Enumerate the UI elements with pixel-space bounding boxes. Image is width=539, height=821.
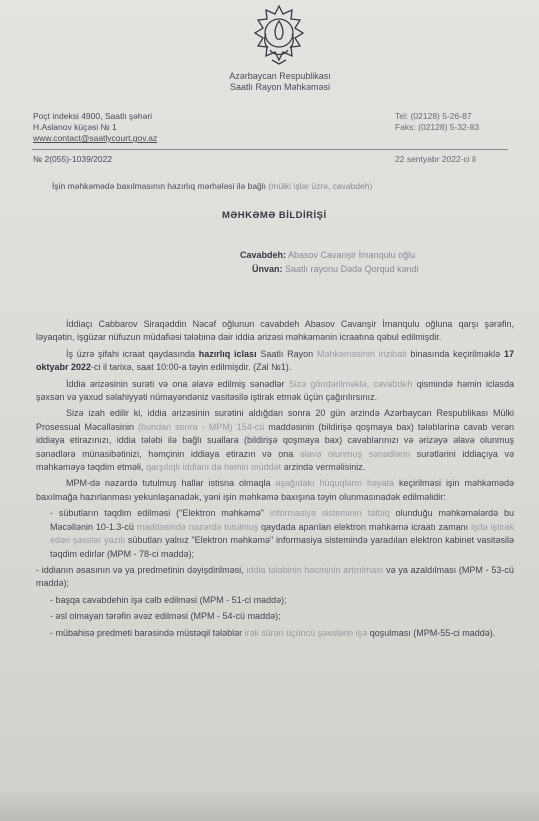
case-number: № 2(055)-1039/2022: [33, 154, 113, 164]
court-name-line1: Azərbaycan Respublikası: [229, 71, 331, 81]
paragraph-deadline: Sizə izah edilir ki, iddia ərizəsinin surətini aldığdan sonra 20 gün ərzində Azərbaycan Respublikası Mülki Prosessual Məcəlləsinin (bundan sonra - MPM) 154-cü maddəsinin (bildirişə qoşmaya bax) tələblərinə cavab verən iddiaya etirazınızı, iddia tələbi ilə bağlı suallara (bildirişə qoşmaya bax) cavablarınızı və ərizəyə əlavə olunmuş sənədlərə münasibətinizi, həmçinin iddiaya etirazın və ona əlavə olunmuş sənədlərin surətlərini iddiaçıya və məhkəməyə təqdim etməli, qarşılıqlı iddianı da həmin müddət ərzində verməlisiniz.: [36, 408, 514, 473]
notice-body: [36, 318, 514, 643]
case-stage-line: [52, 181, 372, 191]
telephone-number: Tel: (02128) 5-26-87: [395, 111, 472, 121]
case-stage-text: İşin məhkəmədə baxılmasının hazırlıq mərhələsi ilə bağlı: [52, 181, 267, 191]
address-value: Saatlı rayonu Dədə Qorqud kəndi: [285, 264, 419, 274]
paragraph-hearing: İş üzrə şifahi icraat qaydasında hazırlıq iclası Saatlı Rayon Məhkəməsinin inzibati binasında keçirilməklə 17 oktyabr 2022-ci il tarixə, saat 10:00-a təyin edilmişdir. (Zal №1).: [36, 348, 514, 373]
list-item-other-defendant: - başqa cavabdehin işə cəlb edilməsi (MPM - 51-ci maddə);: [50, 594, 287, 605]
paragraph-claim: İddiaçı Cabbarov Siraqəddin Nəcəf oğlunun cavabdeh Abasov Cavanşir İmanqulu oğluna qarşı şərəfin, ləyaqətin, işgüzar nüfuzun müdafiəsi tələbinə dair iddia ərizəsi məhkəmənin icraatına qəbul edilmişdir.: [36, 319, 514, 343]
court-name: [200, 71, 360, 93]
defendant-line: [240, 250, 415, 260]
court-address: [33, 111, 157, 144]
state-emblem-icon: [250, 4, 308, 66]
list-item-evidence: - sübutların təqdim edilməsi ("Elektron məhkəmə" informasiya sisteminin tətbiq olunduğu məhkəmələrdə bu Məcəllənin 10-1.3-cü maddəsində nəzərdə tutulmuş qaydada aparılan elektron məhkəmə icraatı zamanı işdə iştirak edən şəxslər yazılı sübutları yalnız "Elektron məhkəmə" informasiya sistemində yaradılan elektron kabinet vasitəsilə təqdim edirlər (MPM - 78-ci maddə);: [50, 508, 514, 559]
street-address: H.Aslanov küçəsi № 1: [33, 122, 117, 132]
address-line: [240, 264, 419, 274]
court-phones: [395, 111, 479, 133]
paragraph-summons: İddia ərizəsinin surəti və ona əlavə edilmiş sənədlər Sizə göndərilməklə, cavabdeh qismində həmin iclasda şəxsən və yaxud səlahiyyəti nümayəndəniz vasitəsilə iştirak etmək üçün çağırılırsınız.: [36, 378, 514, 403]
fax-number: Faks: (02128) 5-32-83: [395, 122, 480, 132]
postal-address: Poçt indeksi 4900, Saatlı şəhəri: [33, 111, 153, 121]
list-item-third-parties: - mübahisə predmeti barəsində müstəqil tələblər irəli sürən üçüncü şəxslərin işə qoşulması (MPM-55-ci maddə).: [50, 627, 496, 638]
defendant-label: Cavabdeh:: [240, 250, 287, 260]
document-date: 22 sentyabr 2022-ci il: [395, 154, 476, 164]
defendant-name: Abasov Cavanşir İmanqulu oğlu: [288, 250, 416, 260]
case-stage-note: (mülki işlər üzrə, cavabdeh): [268, 181, 373, 191]
address-label: Ünvan:: [252, 264, 283, 274]
website-link[interactable]: www.contact@saatlycourt.gov.az: [33, 133, 158, 143]
hearing-type: hazırlıq iclası: [198, 348, 257, 359]
hearing-date: 17 oktyabr 2022: [36, 348, 514, 373]
photo-shadow: [0, 790, 539, 821]
document-title: MƏHKƏMƏ BİLDİRİŞİ: [222, 210, 327, 221]
list-item-claim-change: - iddianın əsasının və ya predmetinin dəyişdirilməsi, iddia tələbinin həcminin artırılması və ya azaldılması (MPM - 53-cü maddə);: [36, 564, 514, 589]
header-divider: [32, 149, 508, 150]
paragraph-rights: MPM-də nəzərdə tutulmuş hallar istisna olmaqla aşağıdakı hüquqların həyata keçirilməsi işin məhkəmədə baxılmağa hazırlanması yekunlaşanadək, yəni işin məhkəmə baxışına təyin olunmasınadək edilməlidir:: [36, 478, 514, 502]
list-item-party-substitution: - əsl olmayan tərəfin əvəz edilməsi (MPM - 54-cü maddə);: [50, 611, 281, 622]
court-name-line2: Saatlı Rayon Məhkəməsi: [229, 82, 331, 92]
